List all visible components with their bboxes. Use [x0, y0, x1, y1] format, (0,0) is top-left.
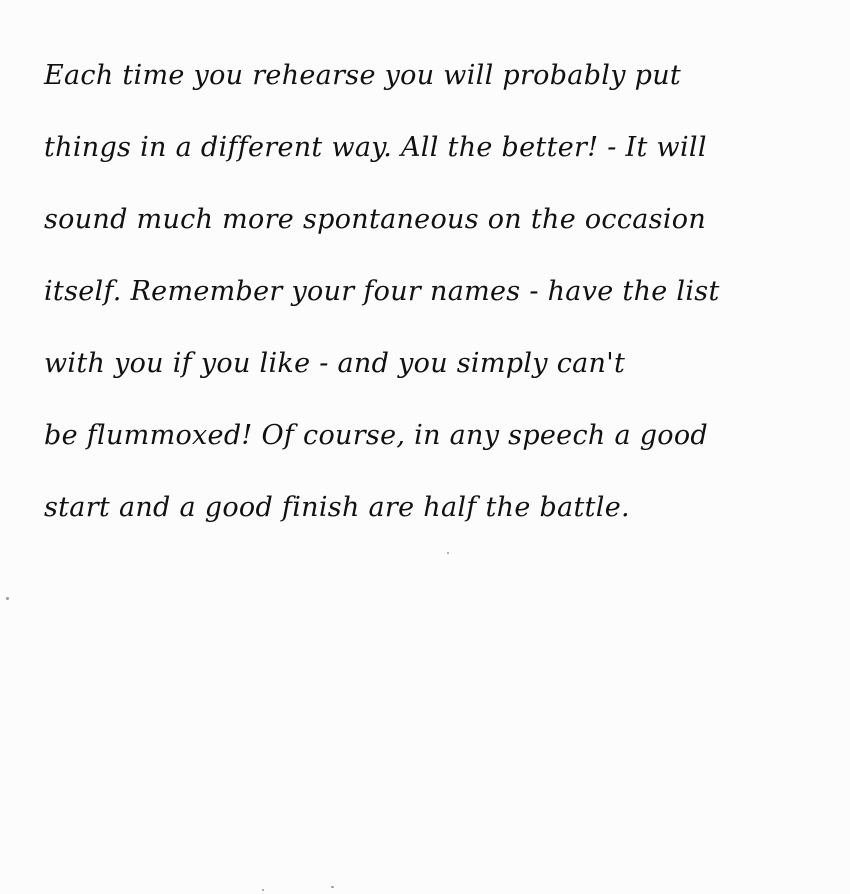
paper-speck [331, 886, 334, 888]
text-line-5: with you if you like - and you simply can't [44, 348, 626, 379]
paper-speck [6, 597, 9, 600]
text-line-7: start and a good finish are half the battle. [44, 492, 630, 523]
paper-speck [262, 889, 264, 891]
text-line-6: be flummoxed! Of course, in any speech a good [44, 420, 709, 451]
text-line-2: things in a different way. All the better! - It will [44, 132, 707, 163]
handwritten-text-block [44, 40, 824, 544]
text-line-4: itself. Remember your four names - have the list [44, 276, 720, 307]
text-line-1: Each time you rehearse you will probably put [44, 60, 682, 91]
paper-speck [447, 552, 449, 554]
text-line-3: sound much more spontaneous on the occasion [44, 204, 707, 235]
